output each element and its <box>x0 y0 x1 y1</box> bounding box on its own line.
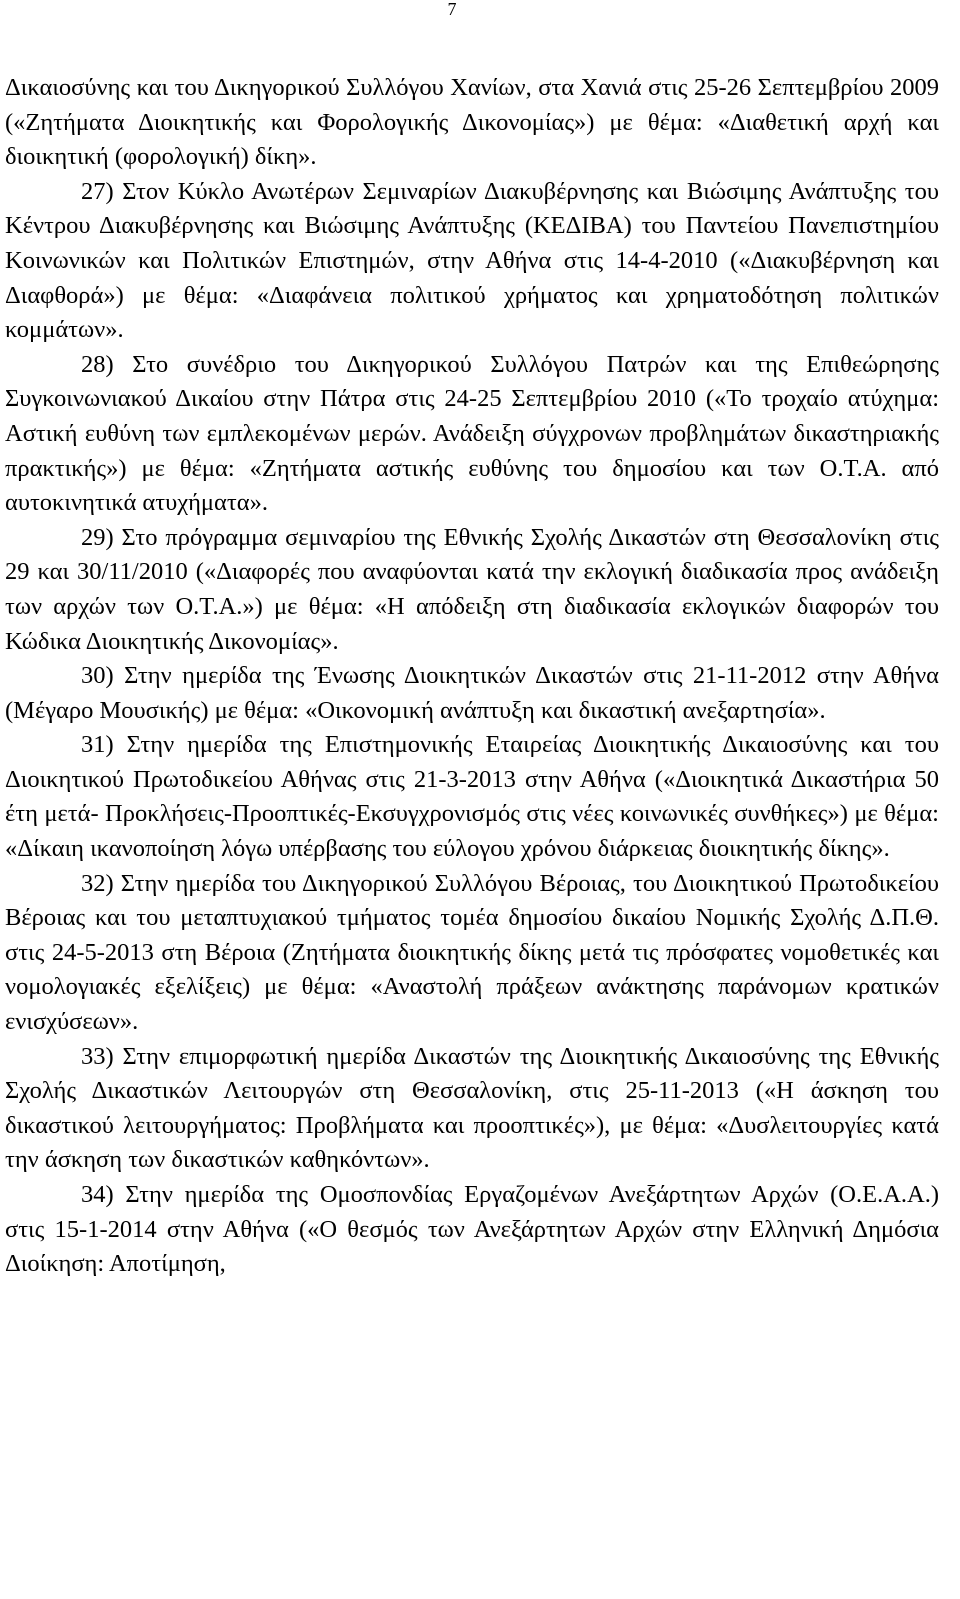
document-body <box>5 71 939 1282</box>
paragraph-item-34: 34) Στην ημερίδα της Ομοσπονδίας Εργαζομένων Ανεξάρτητων Αρχών (Ο.Ε.Α.Α.) στις 15-1-2014 στην Αθήνα («Ο θεσμός των Ανεξάρτητων Αρχών στην Ελληνική Δημόσια Διοίκηση: Αποτίμηση, <box>5 1181 939 1278</box>
paragraph-item-33: 33) Στην επιμορφωτική ημερίδα Δικαστών της Διοικητικής Δικαιοσύνης της Εθνικής Σχολής Δικαστικών Λειτουργών στη Θεσσαλονίκη, στις 25-11-2013 («Η άσκηση του δικαστικού λειτουργήματος: Προβλήματα και προοπτικές»), με θέμα: «Δυσλειτουργίες κατά την άσκηση των δικαστικών καθηκόντων». <box>5 1042 939 1174</box>
paragraph-item-30: 30) Στην ημερίδα της Ένωσης Διοικητικών Δικαστών στις 21-11-2012 στην Αθήνα (Μέγαρο Μουσικής) με θέμα: «Οικονομική ανάπτυξη και δικαστική ανεξαρτησία». <box>5 662 939 724</box>
paragraph-item-31: 31) Στην ημερίδα της Επιστημονικής Εταιρείας Διοικητικής Δικαιοσύνης και του Διοικητικού Πρωτοδικείου Αθήνας στις 21-3-2013 στην Αθήνα («Διοικητικά Δικαστήρια 50 έτη μετά- Προκλήσεις-Προοπτικές-Εκσυγχρονισμός στις νέες κοινωνικές συνθήκες») με θέμα: «Δίκαιη ικανοποίηση λόγω υπέρβασης του εύλογου χρόνου διάρκειας διοικητικής δίκης». <box>5 731 939 863</box>
paragraph-item-29: 29) Στο πρόγραμμα σεμιναρίου της Εθνικής Σχολής Δικαστών στη Θεσσαλονίκη στις 29 και 30/11/2010 («Διαφορές που αναφύονται κατά την εκλογική διαδικασία προς ανάδειξη των αρχών των Ο.Τ.Α.») με θέμα: «Η απόδειξη στη διαδικασία εκλογικών διαφορών του Κώδικα Διοικητικής Δικονομίας». <box>5 523 939 655</box>
paragraph-continuation: Δικαιοσύνης και του Δικηγορικού Συλλόγου Χανίων, στα Χανιά στις 25-26 Σεπτεμβρίου 2009 («Ζητήματα Διοικητικής και Φορολογικής Δικονομίας») με θέμα: «Διαθετική αρχή και διοικητική (φορολογική) δίκη». <box>5 74 939 171</box>
paragraph-item-27: 27) Στον Κύκλο Ανωτέρων Σεμιναρίων Διακυβέρνησης και Βιώσιμης Ανάπτυξης του Κέντρου Διακυβέρνησης και Βιώσιμης Ανάπτυξης (ΚΕΔΙΒΑ) του Παντείου Πανεπιστημίου Κοινωνικών και Πολιτικών Επιστημών, στην Αθήνα στις 14-4-2010 («Διακυβέρνηση και Διαφθορά») με θέμα: «Διαφάνεια πολιτικού χρήματος και χρηματοδότηση πολιτικών κομμάτων». <box>5 177 939 344</box>
page-number: 7 <box>447 0 457 19</box>
paragraph-item-32: 32) Στην ημερίδα του Δικηγορικού Συλλόγου Βέροιας, του Διοικητικού Πρωτοδικείου Βέροιας και του μεταπτυχιακού τμήματος τομέα δημοσίου δικαίου Νομικής Σχολής Δ.Π.Θ. στις 24-5-2013 στη Βέροια (Ζητήματα διοικητικής δίκης μετά τις πρόσφατες νομοθετικές και νομολογιακές εξελίξεις) με θέμα: «Αναστολή πράξεων ανάκτησης παράνομων κρατικών ενισχύσεων». <box>5 869 939 1036</box>
paragraph-item-28: 28) Στο συνέδριο του Δικηγορικού Συλλόγου Πατρών και της Επιθεώρησης Συγκοινωνιακού Δικαίου στην Πάτρα στις 24-25 Σεπτεμβρίου 2010 («Το τροχαίο ατύχημα: Αστική ευθύνη των εμπλεκομένων μερών. Ανάδειξη σύγχρονων προβλημάτων δικαστηριακής πρακτικής») με θέμα: «Ζητήματα αστικής ευθύνης του δημοσίου και των Ο.Τ.Α. από αυτοκινητικά ατυχήματα». <box>5 350 939 517</box>
